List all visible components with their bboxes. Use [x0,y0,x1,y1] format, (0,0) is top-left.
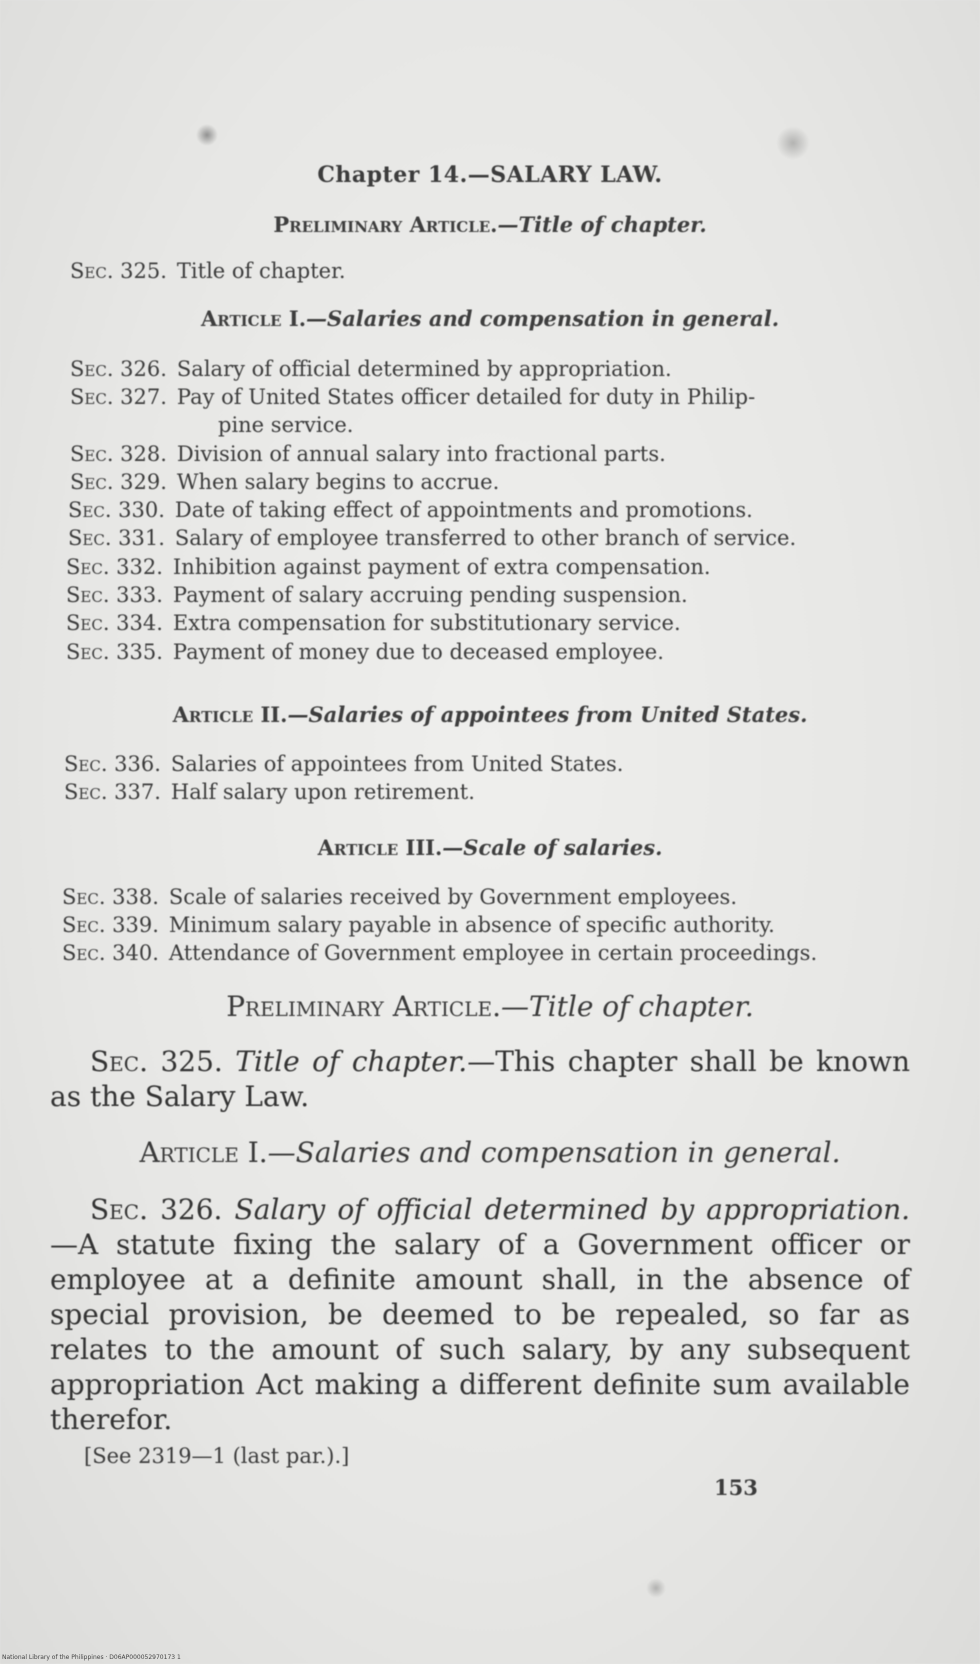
toc-line [64,752,623,776]
toc-line [62,913,775,937]
section-title: Payment of money due to deceased employee. [172,640,664,664]
toc-line [62,885,737,909]
toc-article-3-heading [0,835,980,860]
heading-title: —Salaries and compensation in general. [306,306,780,331]
heading-label: Preliminary Article. [273,212,498,237]
toc-line [66,640,664,664]
body-preliminary-heading [0,990,980,1023]
section-title: Title of chapter. [235,1045,468,1078]
section-number: Sec. 331. [68,526,165,550]
section-number: Sec. 337. [64,780,161,804]
section-title: Minimum salary payable in absence of specific authority. [168,913,775,937]
section-title: Payment of salary accruing pending suspension. [172,583,688,607]
toc-line [64,780,475,804]
toc-line [70,259,346,283]
toc-line [70,442,666,466]
section-title: Title of chapter. [176,259,346,283]
chapter-title: Chapter 14.—SALARY LAW. [317,162,663,188]
ink-smudge [196,124,218,146]
toc-line [70,470,499,494]
section-title: Inhibition against payment of extra compensation. [172,555,711,579]
cross-reference-note: [See 2319—1 (last par.).] [84,1444,350,1468]
section-text: —A statute fixing the salary of a Government officer or employee at a definite amount shall, in the absence of special provision, be deemed to be repealed, so far as relates to the amount of such salary, by any subsequent appropriation Act making a different definite sum available therefor. [50,1228,910,1436]
heading-title: —Title of chapter. [497,212,707,237]
heading-title: —Title of chapter. [501,990,754,1023]
section-number: Sec. 335. [66,640,163,664]
toc-line [70,357,672,381]
toc-line [70,385,755,409]
section-number: Sec. 326. [90,1193,223,1226]
section-number: Sec. 326. [70,357,167,381]
section-title: Salary of official determined by appropriation. [234,1193,911,1226]
section-number: Sec. 330. [68,498,165,522]
section-number: Sec. 332. [66,555,163,579]
toc-line-continuation: pine service. [218,413,354,437]
toc-line [66,583,688,607]
heading-label: Article I. [139,1136,268,1169]
section-number: Sec. 325. [90,1045,223,1078]
section-title: Salary of employee transferred to other branch of service. [174,526,797,550]
section-number: Sec. 325. [70,259,167,283]
section-number: Sec. 329. [70,470,167,494]
heading-label: Article III. [317,835,443,860]
section-number: Sec. 338. [62,885,159,909]
section-title: Pay of United States officer detailed for duty in Philip- [176,385,756,409]
toc-preliminary-heading [0,212,980,237]
toc-line [68,526,796,550]
section-title: Scale of salaries received by Government employees. [168,885,737,909]
section-number: Sec. 334. [66,611,163,635]
heading-title: —Salaries of appointees from United States. [287,702,808,727]
section-title: Half salary upon retirement. [170,780,475,804]
section-title: Attendance of Government employee in certain proceedings. [168,941,818,965]
section-title: Extra compensation for substitutionary service. [172,611,681,635]
heading-label: Article II. [172,702,288,727]
section-number: Sec. 327. [70,385,167,409]
heading-label: Article I. [200,306,307,331]
ink-smudge [776,126,810,160]
toc-line [62,941,817,965]
section-number: Sec. 328. [70,442,167,466]
heading-title: —Salaries and compensation in general. [267,1136,841,1169]
section-text: —This chapter shall be known as the Salary Law. [50,1045,910,1113]
ink-smudge [646,1578,666,1598]
heading-title: —Scale of salaries. [442,835,663,860]
section-title: Salaries of appointees from United States. [170,752,624,776]
section-number: Sec. 340. [62,941,159,965]
library-footer: National Library of the Philippines · D06AP000052970173 1 [2,1654,181,1661]
section-number: Sec. 336. [64,752,161,776]
toc-line [68,498,753,522]
section-title: When salary begins to accrue. [176,470,500,494]
heading-label: Preliminary Article. [226,990,501,1023]
toc-article-2-heading [0,702,980,727]
section-title: Date of taking effect of appointments and promotions. [174,498,753,522]
section-325-paragraph [50,1044,910,1114]
toc-article-1-heading [0,306,980,331]
section-title: Salary of official determined by appropriation. [176,357,672,381]
page-number: 153 [714,1475,758,1500]
section-number: Sec. 339. [62,913,159,937]
section-326-paragraph [50,1192,910,1437]
toc-line [66,611,681,635]
section-number: Sec. 333. [66,583,163,607]
toc-line [66,555,711,579]
body-article-1-heading [0,1136,980,1169]
section-title: Division of annual salary into fractional parts. [176,442,666,466]
